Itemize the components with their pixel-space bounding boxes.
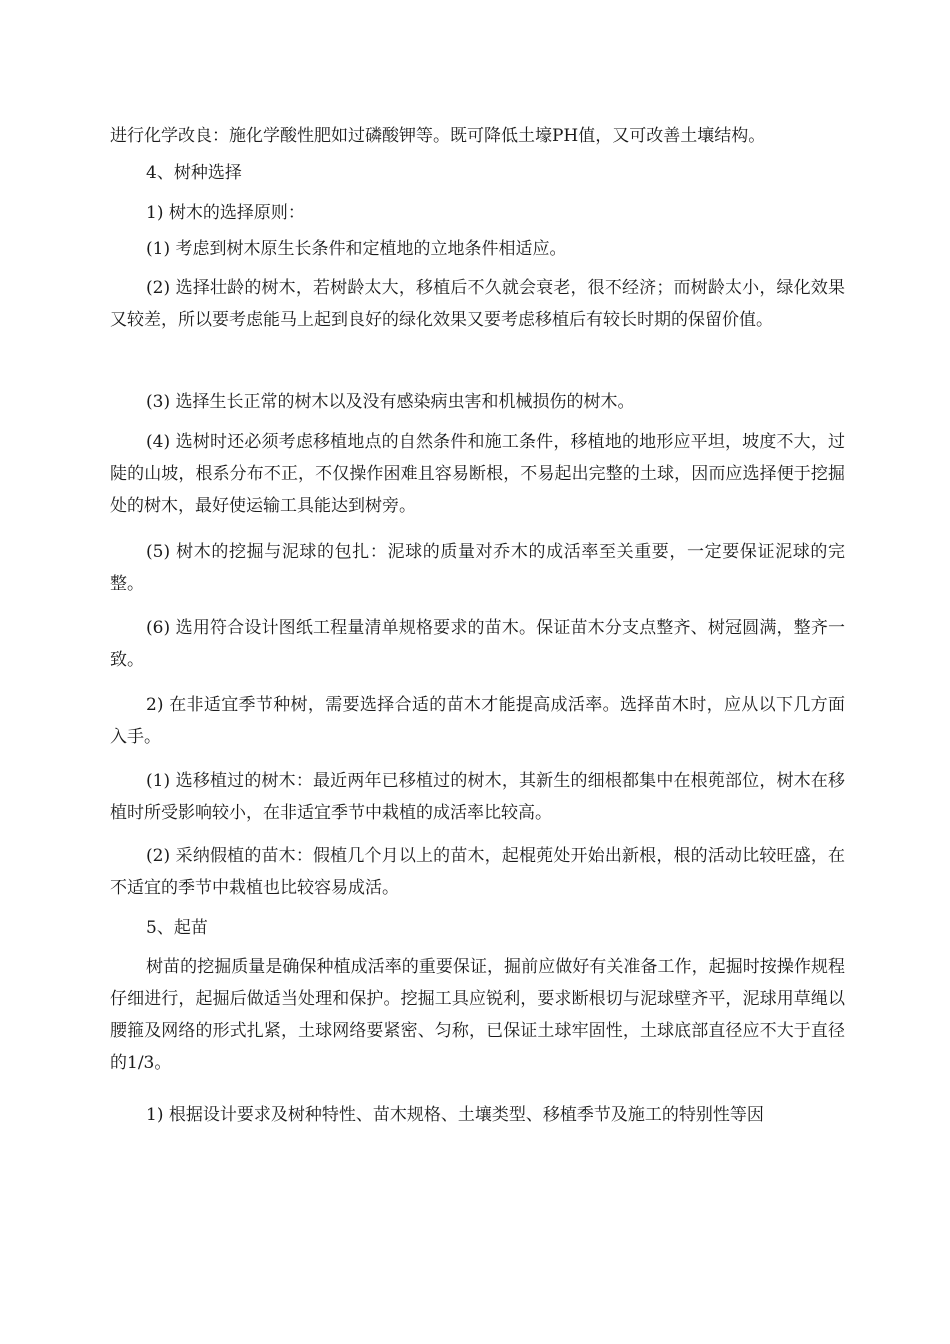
off-season-item-2: (2) 采纳假植的苗木：假植几个月以上的苗木，起棍蔸处开始出新根，根的活动比较旺盛，在不适宜的季节中栽植也比较容易成活。: [110, 846, 845, 898]
list-item-3: (3) 选择生长正常的树木以及没有感染病虫害和机械损伤的树木。: [146, 392, 635, 412]
off-season-item-1: (1) 选移植过的树木：最近两年已移植过的树木，其新生的细根都集中在根蔸部位，树木在移植时所受影响较小，在非适宜季节中栽植的成活率比较高。: [110, 771, 845, 823]
list-item-5: (5) 树木的挖掘与泥球的包扎：泥球的质量对乔木的成活率至关重要，一定要保证泥球的完整。: [110, 542, 845, 594]
list-item-4: (4) 选树时还必须考虑移植地点的自然条件和施工条件，移植地的地形应平坦，坡度不大，过陡的山坡，根系分布不正，不仅操作困难且容易断根，不易起出完整的土球，因而应选择便于挖掘处的树木，最好使运输工具能达到树旁。: [110, 432, 845, 516]
list-item-1: (1) 考虑到树木原生长条件和定植地的立地条件相适应。: [146, 239, 567, 259]
subheading-selection-principles: 1) 树木的选择原则：: [146, 203, 305, 223]
list-item-6: (6) 选用符合设计图纸工程量清单规格要求的苗木。保证苗木分支点整齐、树冠圆满，整齐一致。: [110, 618, 845, 670]
heading-tree-species-selection: 4、树种选择: [146, 163, 242, 183]
paragraph-chemical-improvement: 进行化学改良：施化学酸性肥如过磷酸钾等。既可降低土壕PH值，又可改善土壤结构。: [110, 126, 766, 146]
paragraph-design-requirements: 1) 根据设计要求及树种特性、苗木规格、土壤类型、移植季节及施工的特别性等因: [146, 1105, 764, 1125]
paragraph-lifting-quality: 树苗的挖掘质量是确保种植成活率的重要保证，掘前应做好有关准备工作，起掘时按操作规程仔细进行，起掘后做适当处理和保护。挖掘工具应锐利，要求断根切与泥球壁齐平，泥球用草绳以腰箍及网络的形式扎紧，土球网络要紧密、匀称，已保证土球牢固性，土球底部直径应不大于直径的1/3。: [110, 957, 845, 1073]
list-item-2: (2) 选择壮龄的树木，若树龄太大，移植后不久就会衰老，很不经济；而树龄太小，绿化效果又较差，所以要考虑能马上起到良好的绿化效果又要考虑移植后有较长时期的保留价值。: [110, 278, 845, 330]
subheading-off-season-planting: 2) 在非适宜季节种树，需要选择合适的苗木才能提高成活率。选择苗木时，应从以下几方面入手。: [110, 695, 845, 747]
heading-seedling-lifting: 5、起苗: [146, 918, 208, 938]
